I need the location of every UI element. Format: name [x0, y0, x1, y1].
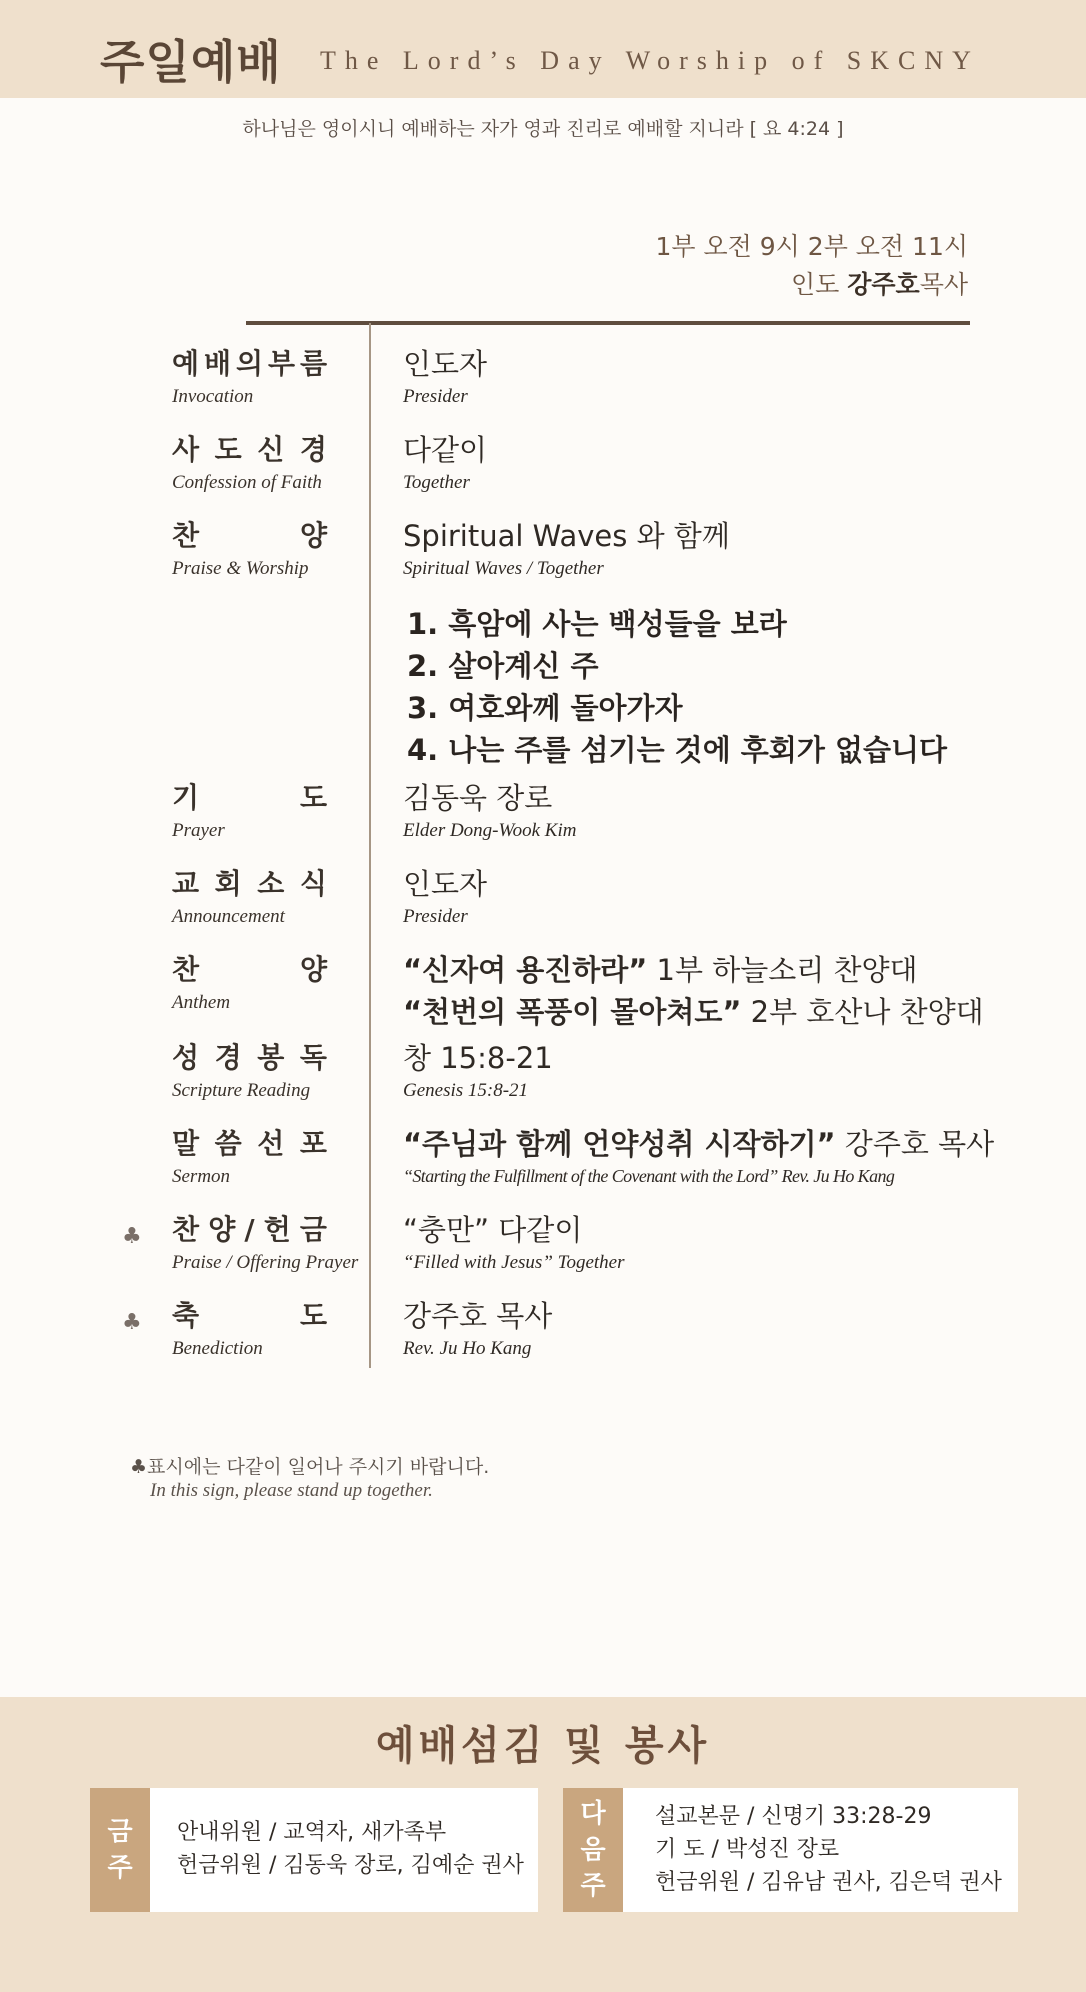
order-label-ko	[172, 1126, 327, 1162]
stand-note: ♣표시에는 다같이 일어나 주시기 바랍니다.	[130, 1456, 490, 1478]
label-char: 성	[172, 1041, 200, 1074]
order-label-en: Sermon	[172, 1166, 231, 1187]
order-label-en: Confession of Faith	[172, 472, 322, 493]
order-label-ko	[172, 346, 327, 382]
order-label-ko	[172, 1298, 327, 1334]
stand-symbol-icon: ♣	[122, 1224, 142, 1249]
label-char: 도	[299, 1299, 327, 1332]
label-char: 예	[172, 347, 200, 380]
label-char: 의	[235, 347, 264, 380]
label-char: 양	[208, 1213, 236, 1246]
song-item: 1. 흑암에 사는 백성들을 보라	[407, 607, 787, 641]
order-value-en: Elder Dong-Wook Kim	[403, 820, 577, 841]
service-line: 헌금위원 / 김유남 권사, 김은덕 권사	[655, 1870, 1002, 1895]
service-info	[656, 228, 968, 304]
label-char: 배	[203, 347, 232, 380]
order-label-ko	[172, 1040, 327, 1076]
service-line: 헌금위원 / 김동욱 장로, 김예순 권사	[177, 1853, 524, 1878]
order-value-ko: 김동욱 장로	[403, 781, 553, 815]
order-value-en: Genesis 15:8-21	[403, 1080, 529, 1101]
sermon-title: “주님과 함께 언약성취 시작하기” 강주호 목사	[403, 1127, 995, 1161]
label-char: 독	[299, 1041, 327, 1074]
anthem-line-2: “천번의 폭풍이 몰아쳐도” 2부 호산나 찬양대	[403, 995, 984, 1029]
order-value-ko: 창 15:8-21	[403, 1041, 553, 1075]
order-label-ko	[172, 1212, 327, 1248]
order-label-en: Benediction	[172, 1338, 263, 1359]
footer-title: 예배섬김 및 봉사	[375, 1723, 711, 1769]
order-value-en: “Starting the Fulfillment of the Covenant with the Lord” Rev. Ju Ho Kang	[403, 1166, 895, 1186]
leader-name: 강주호	[847, 270, 920, 299]
label-char: 양	[299, 953, 327, 986]
anthem-line-1: “신자여 용진하라” 1부 하늘소리 찬양대	[403, 953, 918, 987]
label-char: 금	[299, 1213, 327, 1246]
label-char: 찬	[172, 1213, 200, 1246]
order-value-en: Presider	[403, 906, 468, 927]
label-char: 름	[299, 347, 327, 380]
label-char: 씀	[214, 1127, 242, 1160]
order-value-en: Rev. Ju Ho Kang	[403, 1338, 532, 1359]
order-label-en: Prayer	[172, 820, 225, 841]
label-char: 식	[299, 867, 327, 900]
scripture-verse: 하나님은 영이시니 예배하는 자가 영과 진리로 예배할 지니라 [ 요 4:24 ]	[242, 118, 844, 140]
song-item: 3. 여호와께 돌아가자	[407, 691, 683, 725]
column-divider	[369, 323, 371, 1368]
label-char: 경	[214, 1041, 242, 1074]
top-divider	[246, 321, 970, 325]
label-char: 선	[257, 1127, 285, 1160]
order-value-en: Spiritual Waves / Together	[403, 558, 604, 579]
order-value-ko: Spiritual Waves 와 함께	[403, 519, 730, 553]
label-char: 헌	[263, 1213, 291, 1246]
label-char: 교	[172, 867, 200, 900]
order-label-en: Praise / Offering Prayer	[172, 1252, 359, 1273]
order-label-en: Anthem	[172, 992, 231, 1013]
order-label-ko	[172, 952, 327, 988]
page-title-en: The Lord’s Day Worship of SKCNY	[320, 46, 980, 75]
service-line: 기 도 / 박성진 장로	[655, 1837, 840, 1862]
order-value-en: “Filled with Jesus” Together	[403, 1252, 625, 1273]
this-week-lines	[177, 1816, 524, 1882]
order-label-en: Announcement	[172, 906, 285, 927]
song-item: 4. 나는 주를 섬기는 것에 후회가 없습니다	[407, 733, 947, 767]
next-week-lines	[655, 1800, 1002, 1899]
label-char: 회	[214, 867, 242, 900]
this-week-card	[90, 1788, 538, 1912]
order-value-ko: “충만” 다같이	[403, 1213, 583, 1247]
label-char: 소	[257, 867, 285, 900]
song-item: 2. 살아계신 주	[407, 649, 599, 683]
service-times: 1부 오전 9시 2부 오전 11시	[655, 232, 968, 261]
next-week-tag: 다 음 주	[563, 1788, 623, 1912]
order-label-en: Invocation	[172, 386, 254, 407]
stand-symbol-icon: ♣	[122, 1310, 142, 1335]
label-char: 말	[172, 1127, 200, 1160]
order-value-ko: 다같이	[403, 433, 488, 467]
service-leader: 인도 강주호목사	[790, 270, 968, 299]
order-label-ko	[172, 518, 327, 554]
song-list	[407, 603, 947, 771]
service-line: 안내위원 / 교역자, 새가족부	[177, 1820, 447, 1845]
order-value-en: Presider	[403, 386, 468, 407]
label-char: 찬	[172, 519, 200, 552]
order-label-ko	[172, 780, 327, 816]
label-char: 부	[267, 347, 296, 380]
label-char: 신	[257, 433, 285, 466]
label-char: 양	[299, 519, 327, 552]
stand-note-en: In this sign, please stand up together.	[150, 1480, 433, 1501]
next-week-card	[563, 1788, 1018, 1912]
label-char: 경	[299, 433, 327, 466]
label-char: 봉	[257, 1041, 285, 1074]
service-line: 설교본문 / 신명기 33:28-29	[655, 1804, 932, 1829]
label-char: 찬	[172, 953, 200, 986]
order-value-ko: 강주호 목사	[403, 1299, 553, 1333]
label-char: /	[244, 1213, 255, 1246]
label-char: 도	[299, 781, 327, 814]
order-value-en: Together	[403, 472, 470, 493]
page-title-ko: 주일예배	[100, 35, 282, 89]
order-label-en: Praise & Worship	[172, 558, 309, 579]
order-label-ko	[172, 432, 327, 468]
order-value-ko: 인도자	[403, 867, 488, 901]
this-week-tag: 금 주	[90, 1788, 150, 1912]
label-char: 포	[299, 1127, 327, 1160]
label-char: 기	[172, 781, 200, 814]
order-label-ko	[172, 866, 327, 902]
order-value-ko: 인도자	[403, 347, 488, 381]
order-label-en: Scripture Reading	[172, 1080, 311, 1101]
label-char: 사	[172, 433, 200, 466]
label-char: 축	[172, 1299, 200, 1332]
label-char: 도	[214, 433, 242, 466]
